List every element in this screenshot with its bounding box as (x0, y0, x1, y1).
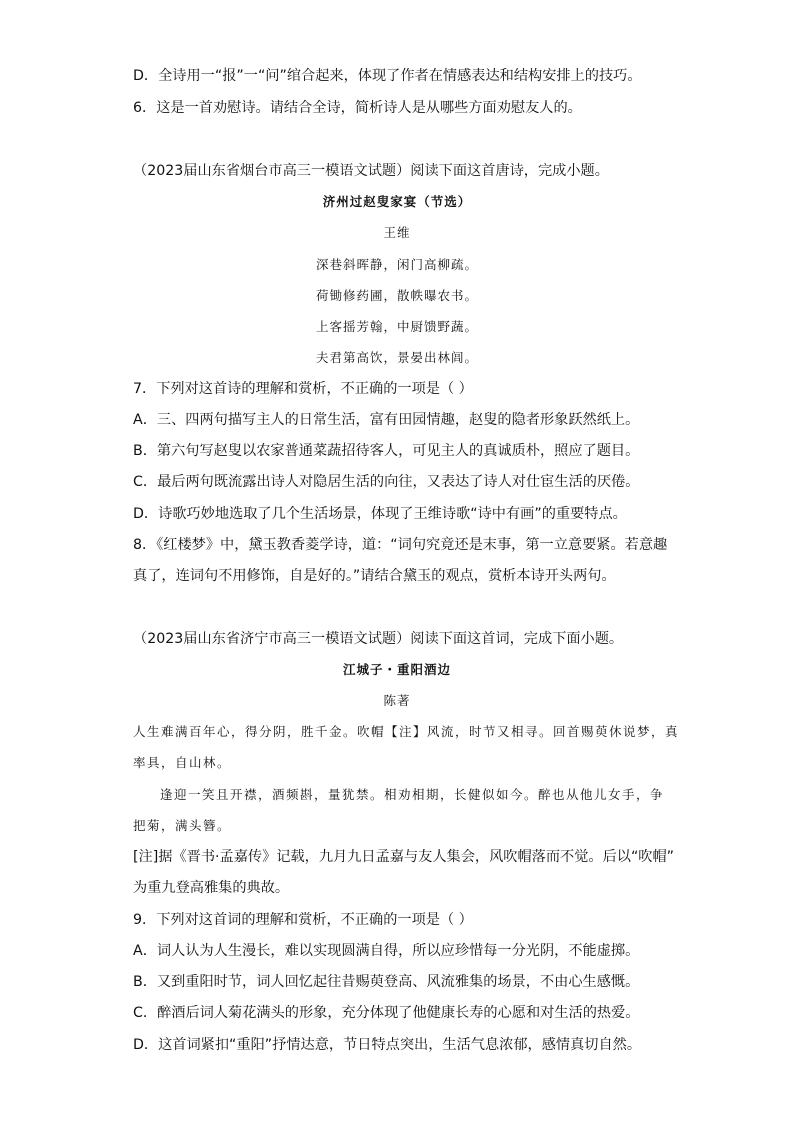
poem-line-4: 夫君第高饮，景晏出林闾。 (315, 350, 478, 365)
question-9-option-d: D．这首词紧扣“重阳”抒情达意，节日特点突出，生活气息浓郁，感情真切自然。 (133, 1037, 642, 1053)
question-5-option-d: D．全诗用一“报”一“问”绾合起来，体现了作者在情感表达和结构安排上的技巧。 (133, 68, 642, 84)
ci-line-3: 逢迎一笑且开襟，酒频斟，量犹禁。相劝相期，长健似如今。醉也从他儿女手，争 (160, 787, 665, 802)
question-7-option-c: C．最后两句既流露出诗人对隐居生活的向往，又表达了诗人对仕宦生活的厌倦。 (133, 474, 640, 490)
ci-author: 陈著 (383, 693, 411, 708)
source-line-2: （2023届山东省济宁市高三一模语文试题）阅读下面这首词，完成下面小题。 (133, 631, 624, 647)
ci-title: 江城子・重阳酒边 (342, 662, 451, 677)
question-6: 6．这是一首劝慰诗。请结合全诗，简析诗人是从哪些方面劝慰友人的。 (133, 100, 582, 116)
annotation-line-1: [注]据《晋书·孟嘉传》记载，九月九日孟嘉与友人集会，风吹帽落而不觉。后以“吹帽” (133, 849, 675, 865)
question-9-option-b: B．又到重阳时节，词人回忆起往昔赐萸登高、风流雅集的场景，不由心生感慨。 (133, 974, 640, 990)
poem-line-2: 荷锄修药圃，散帙曝农书。 (315, 288, 478, 303)
poem-line-3: 上客摇芳翰，中厨馈野蔬。 (315, 319, 478, 334)
poem-author: 王维 (383, 225, 411, 240)
question-9-option-a: A．词人认为人生漫长，难以实现圆满自得，所以应珍惜每一分光阴，不能虚掷。 (133, 943, 640, 959)
ci-line-4: 把菊，满头簪。 (133, 818, 232, 833)
question-9: 9．下列对这首词的理解和赏析，不正确的一项是（ ） (133, 912, 473, 928)
question-8-line-1: 8．《红楼梦》中，黛玉教香菱学诗，道：“词句究竟还是末事，第一立意要紧。若意趣 (133, 537, 668, 553)
question-9-option-c: C．醉酒后词人菊花满头的形象，充分体现了他健康长寿的心愿和对生活的热爱。 (133, 1005, 640, 1021)
ci-line-1: 人生难满百年心，得分阴，胜千金。吹帽【注】风流，时节又相寻。回首赐萸休说梦，真 (133, 724, 680, 739)
poem-title: 济州过赵叟家宴（节选） (322, 194, 472, 209)
question-8-line-2: 真了，连词句不用修饰，自是好的。”请结合黛玉的观点，赏析本诗开头两句。 (133, 568, 616, 584)
question-7-option-d: D．诗歌巧妙地选取了几个生活场景，体现了王维诗歌“诗中有画”的重要特点。 (133, 506, 627, 522)
poem-line-1: 深巷斜晖静，闲门高柳疏。 (315, 257, 478, 272)
annotation-line-2: 为重九登高雅集的典故。 (133, 880, 290, 896)
ci-line-2: 率具，自山林。 (133, 755, 232, 770)
question-7-option-b: B．第六句写赵叟以农家普通菜蔬招待客人，可见主人的真诚质朴，照应了题目。 (133, 443, 640, 459)
question-7: 7．下列对这首诗的理解和赏析，不正确的一项是（ ） (133, 381, 473, 397)
source-line-1: （2023届山东省烟台市高三一模语文试题）阅读下面这首唐诗，完成小题。 (133, 163, 609, 179)
question-7-option-a: A．三、四两句描写主人的日常生活，富有田园情趣，赵叟的隐者形象跃然纸上。 (133, 412, 640, 428)
